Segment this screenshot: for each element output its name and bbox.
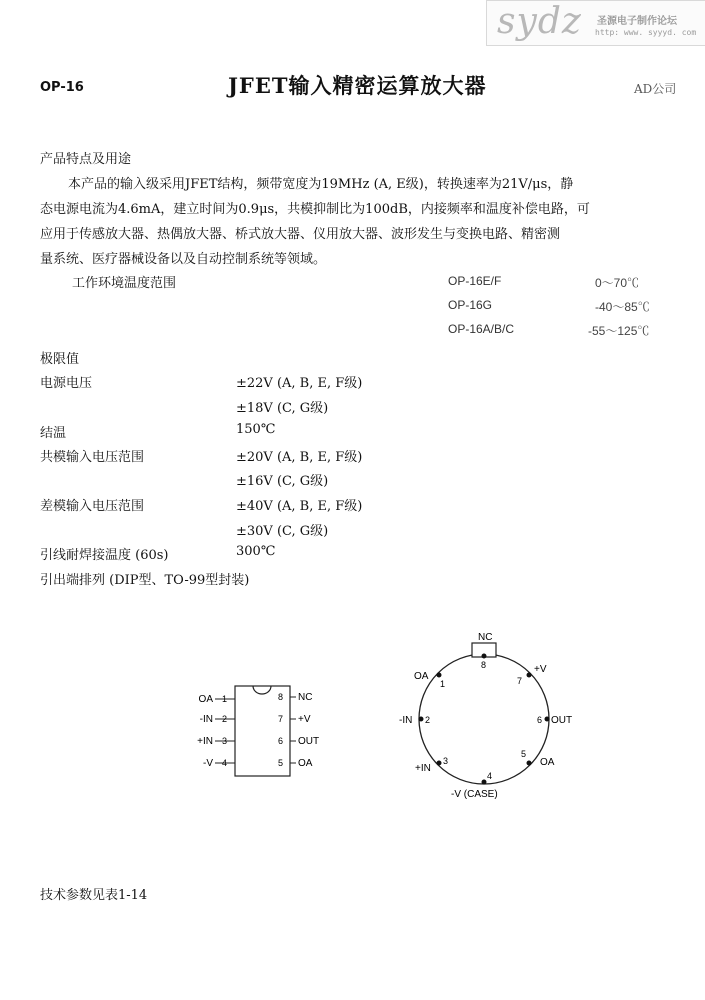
features-line: 本产品的输入级采用JFET结构，频带宽度为19MHz (A, E级)，转换速率为21V/μs，静 [68, 177, 574, 192]
dip-notch [253, 686, 271, 694]
limit-label: 共模输入电压范围 [40, 450, 145, 465]
dip-package [197, 686, 319, 776]
watermark-url: http: www. syyyd. com [595, 28, 697, 37]
dip-pin-name: OUT [298, 736, 320, 747]
dip-pin-number: 1 [222, 694, 228, 704]
to99-pin [527, 673, 532, 678]
dip-pin-name: +IN [197, 736, 213, 747]
manufacturer: AD公司 [634, 82, 677, 96]
limit-value: ±20V (A, B, E, F级) [236, 450, 363, 465]
temp-range-label: 工作环境温度范围 [72, 276, 177, 291]
pinout-diagram [0, 620, 705, 810]
limit-value: ±22V (A, B, E, F级) [236, 376, 363, 391]
temp-model: OP-16G [448, 298, 493, 312]
to99-pin-number: 6 [537, 715, 543, 725]
temp-model: OP-16E/F [448, 274, 502, 288]
dip-pin-number: 8 [278, 692, 284, 702]
temp-range: -40～85℃ [595, 300, 650, 314]
dip-pin-name: -IN [199, 714, 213, 725]
watermark-logo: sydz [497, 1, 582, 42]
dip-pin-name: OA [298, 758, 313, 769]
to99-pin-number: 4 [487, 771, 493, 781]
dip-pin-number: 7 [278, 714, 284, 724]
dip-pin-name: OA [198, 694, 213, 705]
dip-pin-number: 5 [278, 758, 284, 768]
features-line: 态电源电流为4.6mA，建立时间为0.9μs，共模抑制比为100dB，内接频率和温度补偿电路，可 [40, 202, 590, 217]
to99-pin [482, 780, 487, 785]
to99-pin [482, 654, 487, 659]
to99-pin-name: -IN [399, 715, 413, 726]
limit-label: 引线耐焊接温度 (60s) [40, 548, 169, 563]
limit-label: 差模输入电压范围 [40, 499, 145, 514]
to99-pin-number: 2 [425, 715, 431, 725]
to99-pin-name: OA [540, 757, 555, 768]
to99-pin [437, 673, 442, 678]
to99-pin-name: OA [414, 671, 429, 682]
features-paragraph [40, 172, 672, 272]
footer-reference: 技术参数见表1-14 [40, 888, 148, 903]
watermark [486, 0, 705, 46]
to99-pin [419, 717, 424, 722]
temp-range: -55～125℃ [588, 324, 650, 338]
features-line: 应用于传感放大器、热偶放大器、桥式放大器、仪用放大器、波形发生与变换电路、精密测 [40, 227, 561, 242]
to99-pin-number: 1 [440, 679, 446, 689]
watermark-site-name: 圣源电子制作论坛 [597, 16, 677, 27]
limit-value: ±18V (C, G级) [236, 401, 329, 416]
limit-value: ±30V (C, G级) [236, 524, 329, 539]
to99-pin-number: 7 [517, 676, 523, 686]
to99-pin-name: NC [478, 632, 493, 643]
dip-pin-name: +V [298, 714, 311, 725]
to99-pin [545, 717, 550, 722]
to99-pin-number: 5 [521, 749, 527, 759]
temp-model: OP-16A/B/C [448, 322, 515, 336]
dip-pin-number: 6 [278, 736, 284, 746]
limits-heading: 极限值 [40, 352, 80, 367]
pinout-heading: 引出端排列 (DIP型、TO-99型封装) [40, 573, 250, 588]
dip-pin-name: NC [298, 692, 313, 703]
features-line: 量系统、医疗器械设备以及自动控制系统等领域。 [40, 252, 327, 267]
dip-pin-number: 4 [222, 758, 228, 768]
limit-label: 结温 [40, 426, 67, 441]
to99-pin-number: 3 [443, 756, 449, 766]
to99-pin [437, 761, 442, 766]
temp-range: 0～70℃ [595, 276, 640, 290]
features-heading: 产品特点及用途 [40, 152, 132, 167]
page-title: JFET输入精密运算放大器 [228, 73, 487, 98]
part-code: OP-16 [40, 80, 84, 95]
limit-value: ±40V (A, B, E, F级) [236, 499, 363, 514]
dip-pin-name: -V [203, 758, 213, 769]
to99-package [399, 632, 572, 800]
limit-label: 电源电压 [40, 376, 93, 391]
to99-pin-name: -V (CASE) [451, 789, 498, 800]
to99-pin-name: +IN [415, 763, 431, 774]
to99-pin-name: OUT [551, 715, 573, 726]
to99-pin-name: +V [534, 664, 547, 675]
limit-value: ±16V (C, G级) [236, 474, 329, 489]
to99-pin-number: 8 [481, 660, 487, 670]
to99-pin [527, 761, 532, 766]
limit-value: 150℃ [236, 422, 276, 437]
dip-pin-number: 2 [222, 714, 228, 724]
dip-pin-number: 3 [222, 736, 228, 746]
limit-value: 300℃ [236, 544, 276, 559]
